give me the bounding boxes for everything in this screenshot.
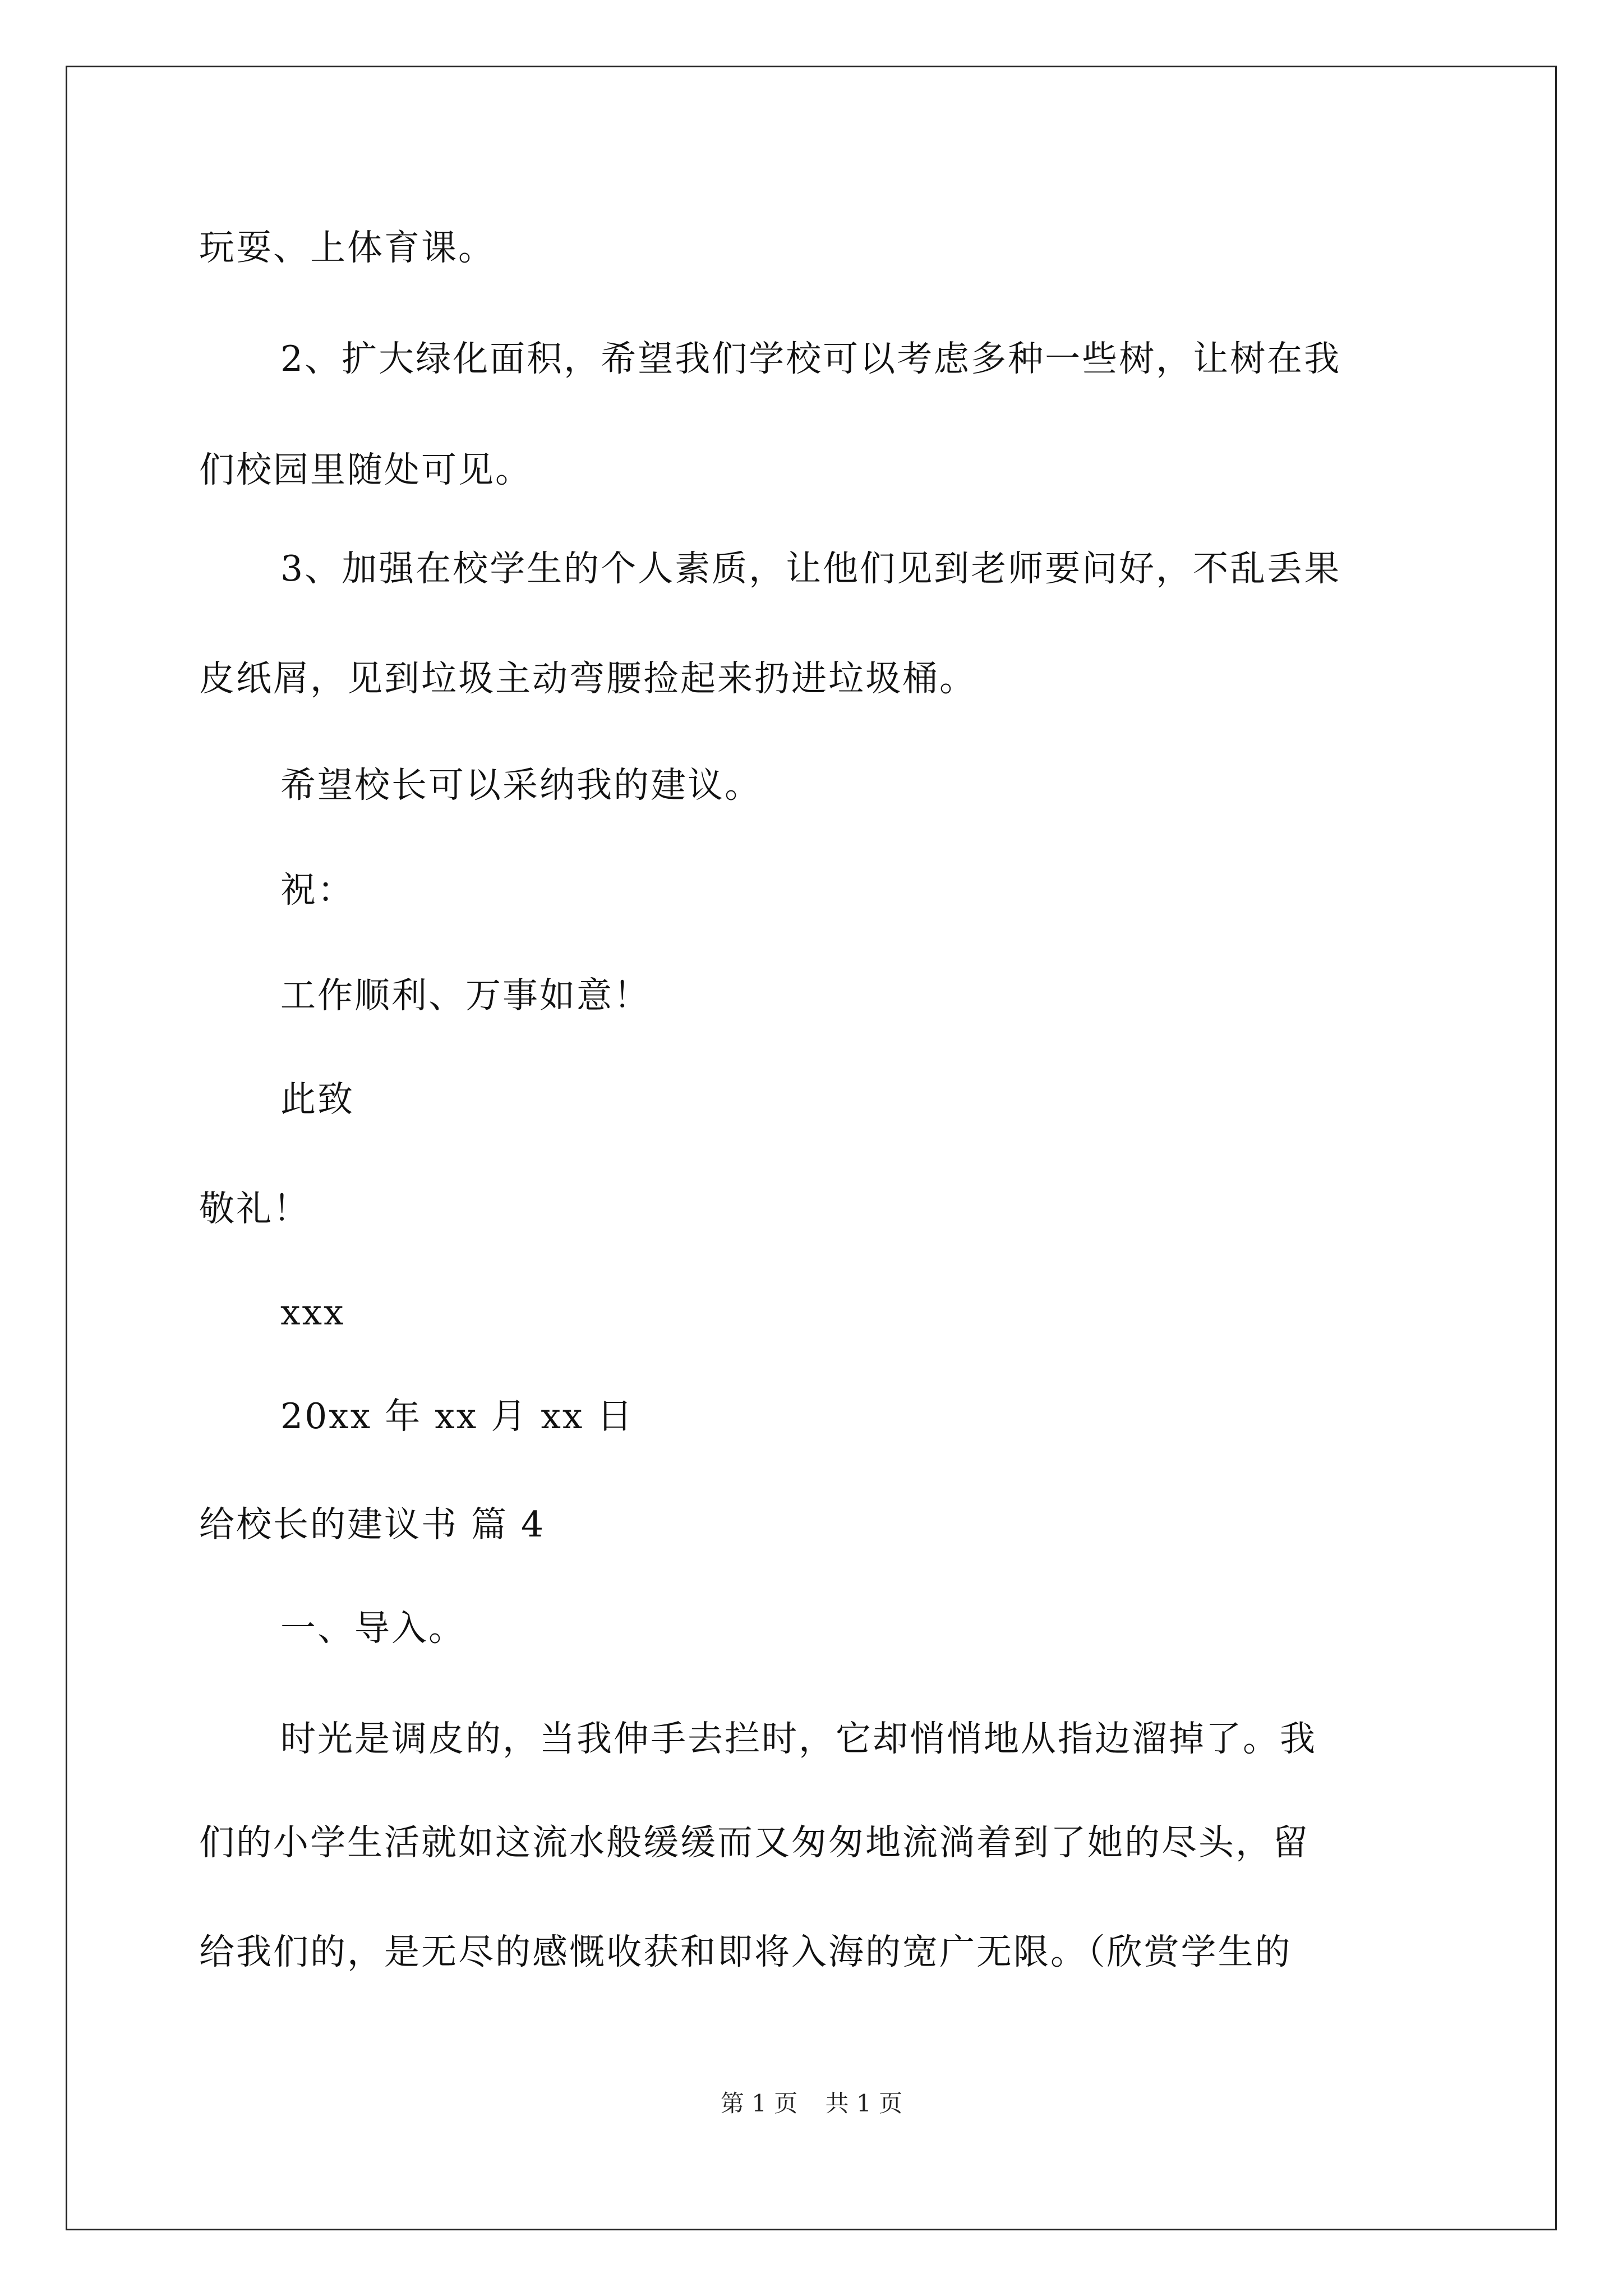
signature-date: 20xx 年 xx 月 xx 日 <box>280 1396 634 1437</box>
closing-line: 敬礼！ <box>199 1188 310 1229</box>
paragraph-line: 时光是调皮的，当我伸手去拦时，它却悄悄地从指边溜掉了。我 <box>280 1718 1317 1759</box>
paragraph-line: 希望校长可以采纳我的建议。 <box>280 765 762 806</box>
paragraph-line: 3、加强在校学生的个人素质，让他们见到老师要问好，不乱丢果 <box>280 548 1341 589</box>
signature-name: xxx <box>280 1292 345 1333</box>
salutation-line: 工作顺利、万事如意！ <box>280 975 651 1016</box>
closing-line: 此致 <box>280 1079 354 1120</box>
paragraph-line: 们的小学生活就如这流水般缓缓而又匆匆地流淌着到了她的尽头，留 <box>199 1822 1310 1863</box>
paragraph-line: 们校园里随处可见。 <box>199 449 532 490</box>
page-total: 共 1 页 <box>825 2090 903 2117</box>
salutation-line: 祝： <box>280 869 354 910</box>
paragraph-line: 皮纸屑，见到垃圾主动弯腰捡起来扔进垃圾桶。 <box>199 658 976 699</box>
paragraph-line: 给我们的，是无尽的感慨收获和即将入海的宽广无限。（欣赏学生的 <box>199 1931 1292 1972</box>
paragraph-line: 一、导入。 <box>280 1608 465 1649</box>
page-number: 第 1 页 <box>720 2090 798 2117</box>
paragraph-line: 玩耍、上体育课。 <box>199 227 495 268</box>
page-border <box>66 66 1557 2230</box>
section-heading: 给校长的建议书 篇 4 <box>199 1504 546 1545</box>
paragraph-line: 2、扩大绿化面积，希望我们学校可以考虑多种一些树，让树在我 <box>280 338 1341 379</box>
page-footer <box>0 2090 1623 2118</box>
